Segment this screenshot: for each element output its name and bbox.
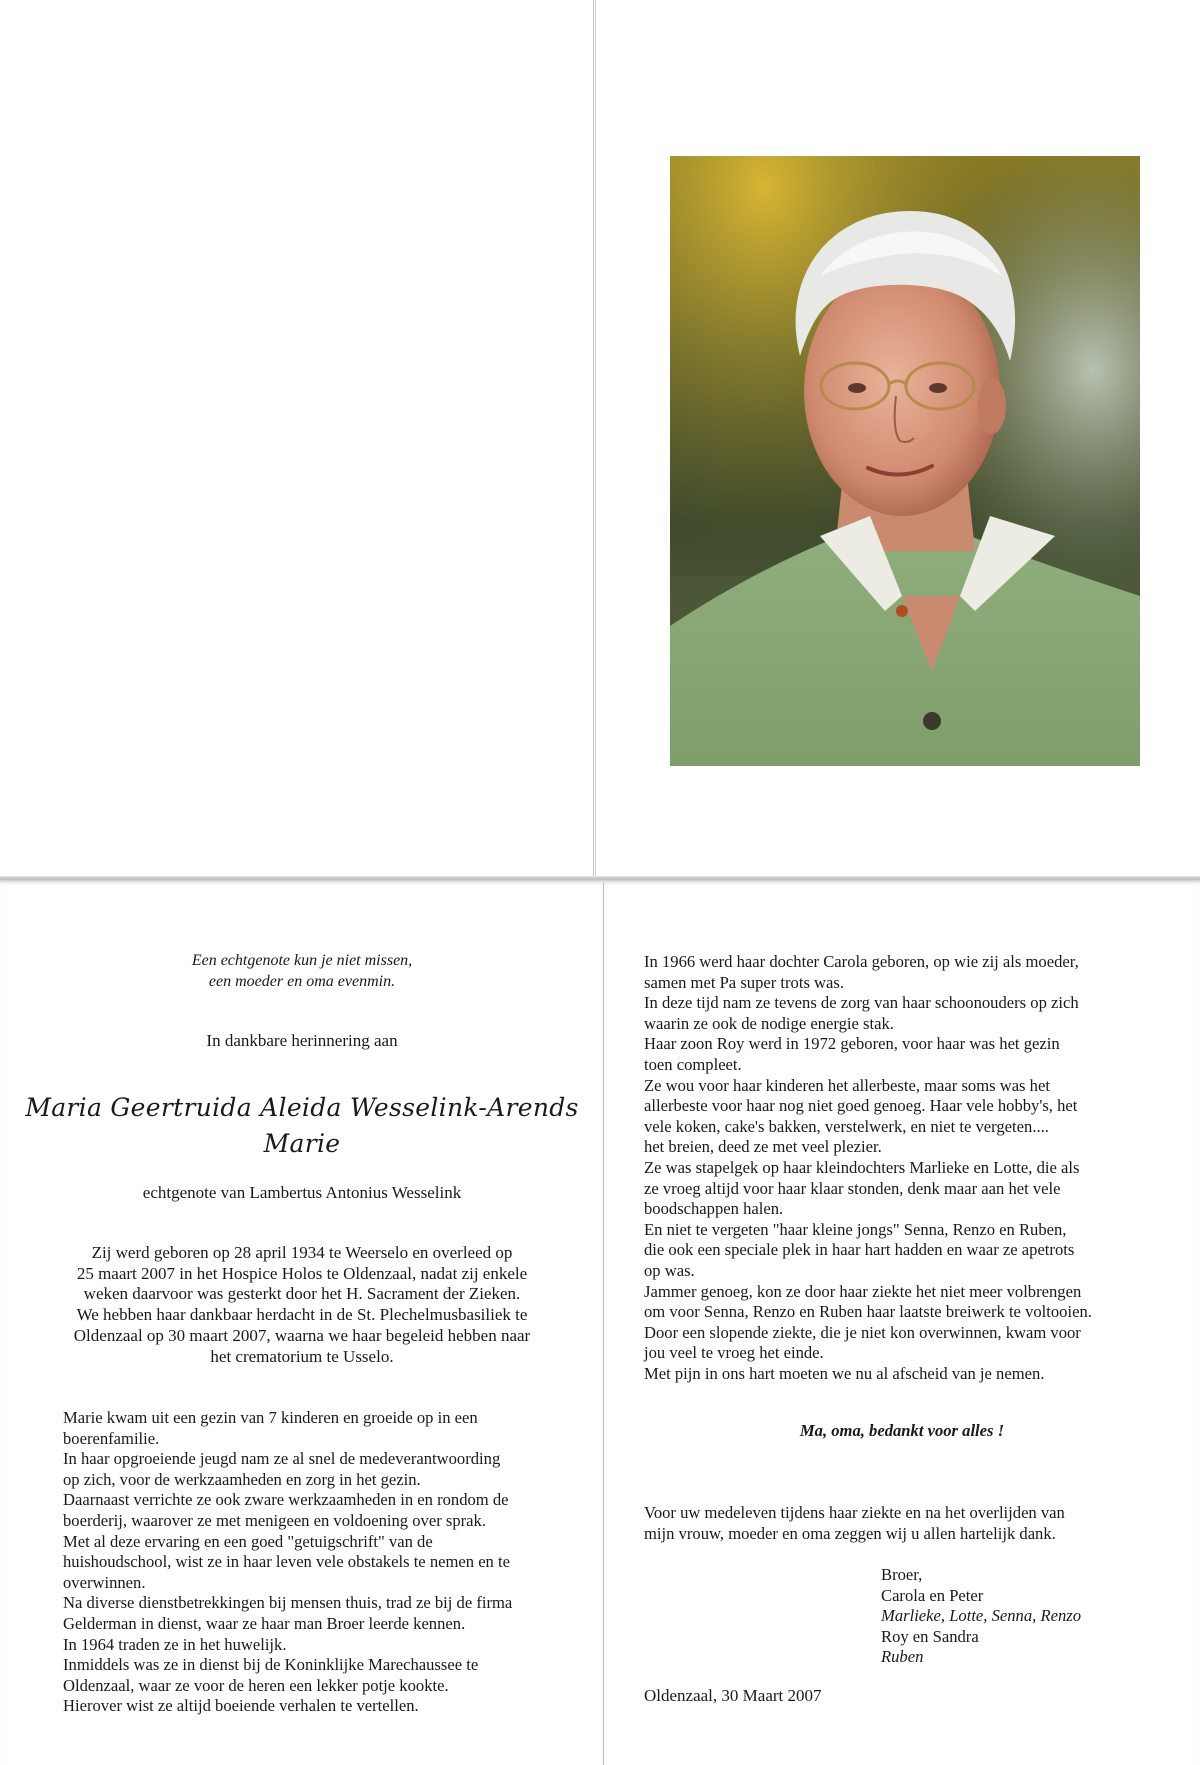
family-story-paragraph [644, 952, 1092, 1384]
nickname: Marie [263, 1129, 341, 1158]
text-line: Daarnaast verrichte ze ook zware werkzaamheden in en rondom de [63, 1490, 509, 1510]
text-line: In 1966 werd haar dochter Carola geboren, op wie zij als moeder, [644, 952, 1079, 971]
deceased-name [0, 1090, 604, 1162]
text-line: op was. [644, 1260, 695, 1280]
text-line: Zij werd geboren op 28 april 1934 te Weerselo en overleed op [91, 1243, 513, 1262]
full-name: Maria Geertruida Aleida Wesselink-Arends [25, 1093, 579, 1122]
signer: Roy en Sandra [881, 1626, 979, 1646]
text-line: weken daarvoor was gesterkt door het H. Sacrament der Zieken. [83, 1284, 521, 1304]
text-line: huishoudschool, wist ze in haar leven vele obstakels te nemen en te [63, 1552, 510, 1572]
text-line: We hebben haar dankbaar herdacht in de St. Plechelmusbasiliek te [76, 1305, 528, 1325]
text-line: overwinnen. [63, 1572, 146, 1592]
text-line: samen met Pa super trots was. [644, 972, 845, 992]
signer: Marlieke, Lotte, Senna, Renzo [881, 1606, 1082, 1626]
text-line: En niet te vergeten "haar kleine jongs" Senna, Renzo en Ruben, [644, 1219, 1067, 1239]
text-line: Ze wou voor haar kinderen het allerbeste, maar soms was het [644, 1075, 1050, 1095]
life-story-paragraph [63, 1408, 512, 1717]
spouse-line: echtgenote van Lambertus Antonius Wesselink [142, 1183, 462, 1202]
text-line: boerenfamilie. [63, 1428, 160, 1448]
birth-death-paragraph [0, 1243, 604, 1367]
poem-line: Een echtgenote kun je niet missen, [191, 952, 413, 969]
text-line: Jammer genoeg, kon ze door haar ziekte het niet meer volbrengen [644, 1281, 1082, 1301]
text-line: Voor uw medeleven tijdens haar ziekte en na het overlijden van [644, 1503, 1065, 1522]
text-line: mijn vrouw, moeder en oma zeggen wij u allen hartelijk dank. [644, 1523, 1056, 1543]
text-line: Oldenzaal op 30 maart 2007, waarna we haar begeleid hebben naar [73, 1325, 531, 1345]
text-line: toen compleet. [644, 1054, 742, 1074]
text-line: In deze tijd nam ze tevens de zorg van haar schoonouders op zich [644, 993, 1079, 1013]
text-line: Na diverse dienstbetrekkingen bij mensen thuis, trad ze bij de firma [63, 1593, 513, 1613]
text-line: allerbeste voor haar nog niet goed genoeg. Haar vele hobby's, het [644, 1096, 1078, 1116]
text-line: om voor Senna, Renzo en Ruben haar laatste breiwerk te voltooien. [644, 1302, 1092, 1322]
memorial-poem [0, 950, 604, 992]
text-line: het crematorium te Usselo. [210, 1346, 394, 1366]
text-line: vele koken, cake's bakken, verstelwerk, en niet te vergeten.... [644, 1116, 1049, 1136]
text-line: In 1964 traden ze in het huwelijk. [63, 1634, 287, 1654]
card-fold [0, 876, 1200, 882]
signers-list [881, 1565, 1081, 1668]
dedication-line: In dankbare herinnering aan [206, 1031, 398, 1050]
portrait-photo [670, 156, 1140, 766]
poem-line: een moeder en oma evenmin. [208, 973, 396, 990]
text-line: Marie kwam uit een gezin van 7 kinderen en groeide op in een [63, 1408, 478, 1427]
signer: Broer, [881, 1565, 923, 1584]
tribute-line: Ma, oma, bedankt voor alles ! [799, 1421, 1005, 1440]
text-line: Met pijn in ons hart moeten we nu al afscheid van je nemen. [644, 1363, 1045, 1383]
text-line: boerderij, waarover ze met menigeen en voldoening over sprak. [63, 1510, 486, 1530]
place-date: Oldenzaal, 30 Maart 2007 [644, 1686, 822, 1705]
signer: Carola en Peter [881, 1585, 984, 1605]
text-line: jou veel te vroeg het einde. [644, 1343, 824, 1363]
text-line: Met al deze ervaring en een goed "getuigschrift" van de [63, 1531, 433, 1551]
text-line: Haar zoon Roy werd in 1972 geboren, voor haar was het gezin [644, 1034, 1060, 1054]
text-line: het breien, deed ze met veel plezier. [644, 1137, 882, 1157]
text-line: op zich, voor de werkzaamheden en zorg in het gezin. [63, 1469, 421, 1489]
text-line: Hierover wist ze altijd boeiende verhalen te vertellen. [63, 1696, 419, 1716]
blank-cover-panel [0, 0, 594, 878]
text-line: ze vroeg altijd voor haar klaar stonden, denk maar aan het vele [644, 1178, 1061, 1198]
thanks-paragraph [644, 1503, 1065, 1544]
text-line: In haar opgroeiende jeugd nam ze al snel de medeverantwoording [63, 1449, 501, 1469]
text-line: Ze was stapelgek op haar kleindochters Marlieke en Lotte, die als [644, 1157, 1080, 1177]
text-line: waarin ze ook de nodige energie stak. [644, 1013, 894, 1033]
text-line: Inmiddels was ze in dienst bij de Koninklijke Marechaussee te [63, 1655, 479, 1675]
text-line: Door een slopende ziekte, die je niet kon overwinnen, kwam voor [644, 1322, 1081, 1342]
text-line: Oldenzaal, waar ze voor de heren een lekker potje kookte. [63, 1675, 449, 1695]
text-line: Gelderman in dienst, waar ze haar man Broer leerde kennen. [63, 1613, 466, 1633]
text-line: die ook een speciale plek in haar hart hadden en waar ze apetrots [644, 1240, 1075, 1260]
signer: Ruben [881, 1647, 924, 1667]
text-line: 25 maart 2007 in het Hospice Holos te Oldenzaal, nadat zij enkele [76, 1263, 528, 1283]
text-line: boodschappen halen. [644, 1199, 784, 1219]
